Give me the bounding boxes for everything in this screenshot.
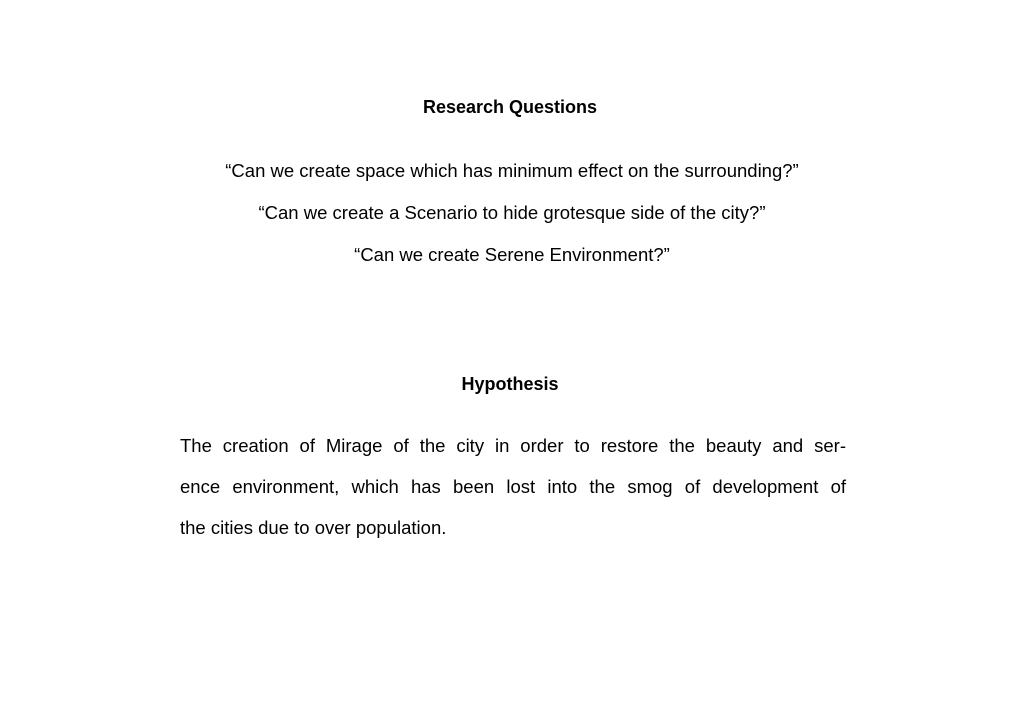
research-questions-heading: Research Questions xyxy=(422,97,598,117)
hypothesis-line: The creation of Mirage of the city in order to restore the beauty and ser- xyxy=(180,435,846,456)
research-questions-list xyxy=(0,150,1024,276)
hypothesis-heading: Hypothesis xyxy=(461,374,559,394)
hypothesis-line: ence environment, which has been lost into the smog of development of xyxy=(180,476,846,497)
hypothesis-line: the cities due to over population. xyxy=(180,517,447,538)
hypothesis-paragraph xyxy=(180,425,846,548)
research-question: “Can we create a Scenario to hide grotesque side of the city?” xyxy=(258,202,766,223)
research-question: “Can we create Serene Environment?” xyxy=(354,244,670,265)
research-question: “Can we create space which has minimum effect on the surrounding?” xyxy=(225,160,799,181)
